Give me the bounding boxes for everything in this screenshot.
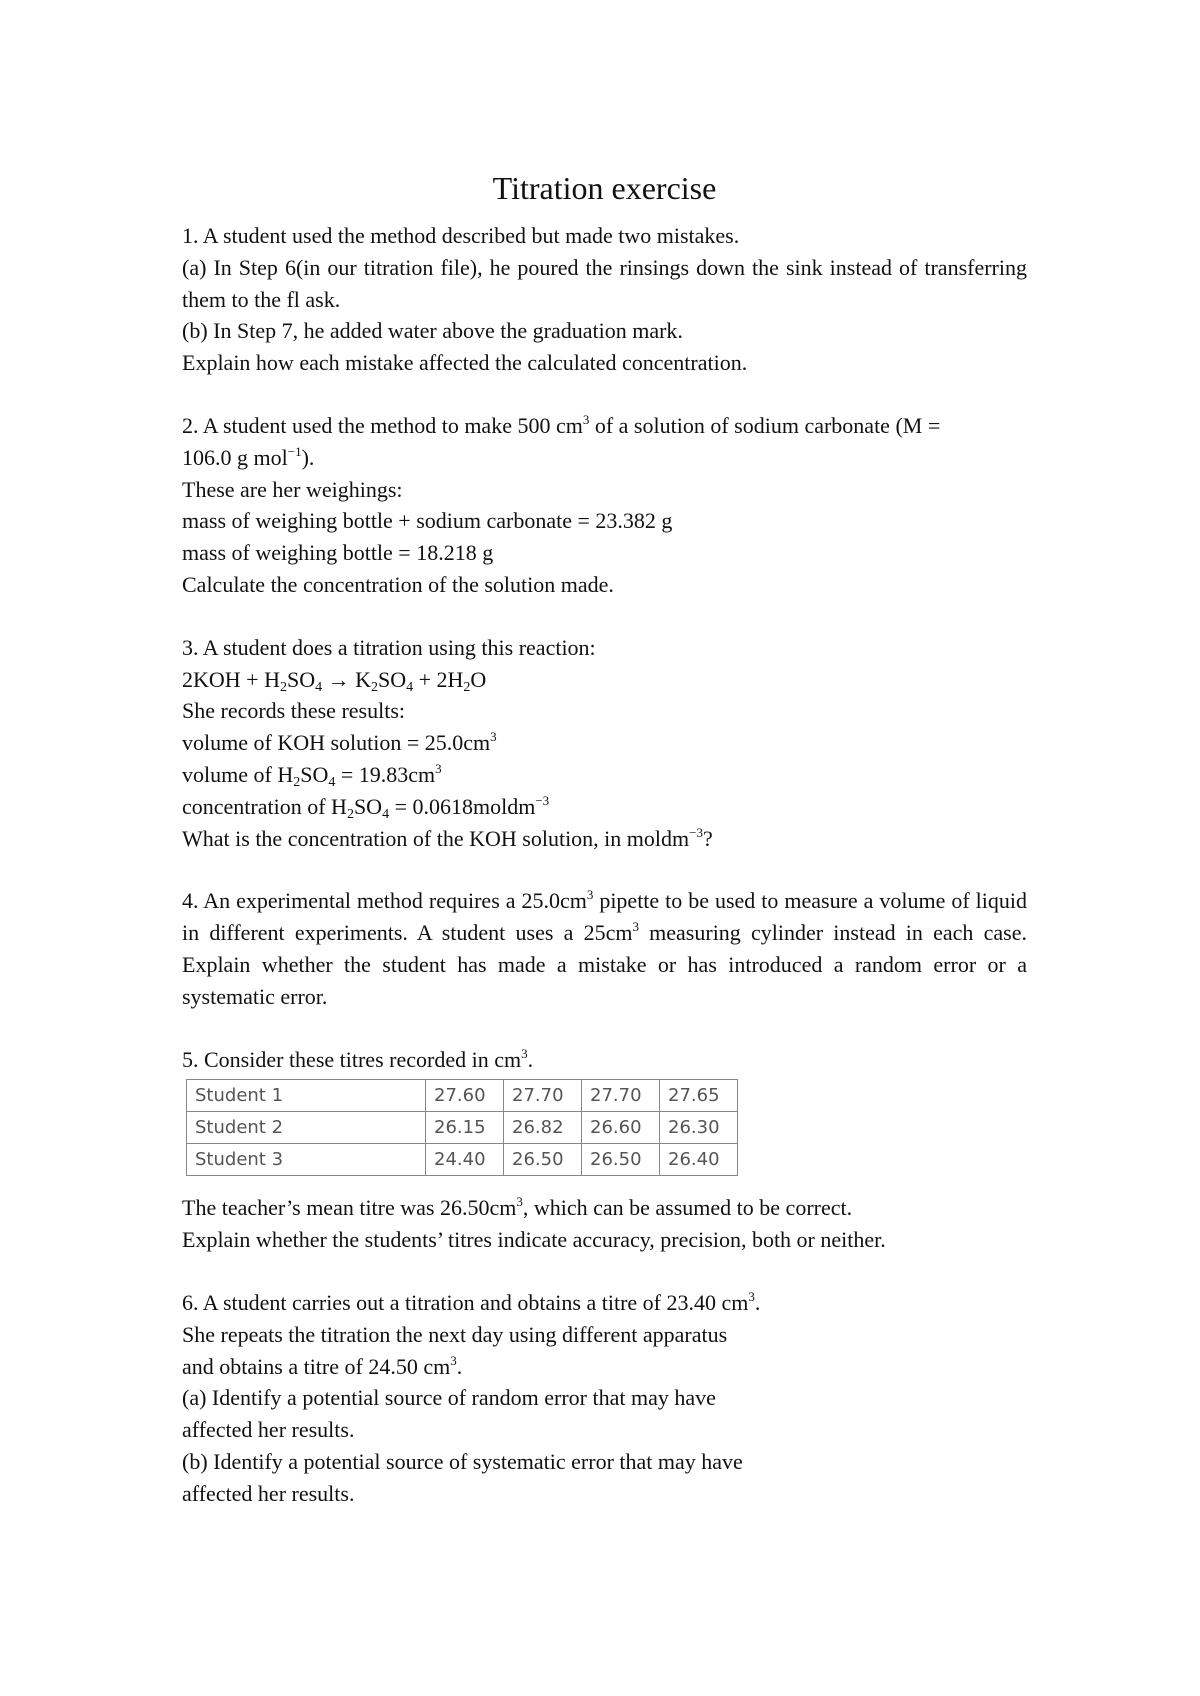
question-2 [182,410,1027,601]
student-name-cell: Student 2 [187,1112,426,1144]
q6-part-b-1: (b) Identify a potential source of systematic error that may have [182,1448,743,1474]
titre-cell: 27.70 [582,1080,660,1112]
q3-h2so4-volume: volume of $H_2SO_4 = 19.83cm^3$ [182,760,442,790]
question-4: 4. An experimental method requires a $25.0cm^3$ pipette to be used to measure a volume of liquid in different experiments. A student uses a $25cm^3$ measuring cylinder instead in each case. Explain whether the student has made a mistake or has introduced a random error or a systematic error. [182,887,1027,1009]
titre-cell: 24.40 [426,1144,504,1176]
q3-equation: $2KOH + H_2SO_4 \to K_2SO_4 + 2H_2O$ [182,666,487,695]
q3-intro: 3. A student does a titration using this reaction: [182,634,596,660]
q1-part-a: (a) In Step 6(in our titration file), he poured the rinsings down the sink instead of transferring them to the fl ask. [182,254,1027,312]
q5-task: Explain whether the students’ titres indicate accuracy, precision, both or neither. [182,1227,886,1253]
q3-task: What is the concentration of the KOH solution, in moldm$^{-3}$? [182,824,713,851]
titre-cell: 27.65 [660,1080,738,1112]
document-content [182,168,1027,1541]
page-title: Titration exercise [492,170,717,206]
titre-cell: 26.30 [660,1112,738,1144]
q2-weighings-label: These are her weighings: [182,476,403,502]
q1-task: Explain how each mistake affected the calculated concentration. [182,350,748,376]
q6-part-b-2: affected her results. [182,1480,355,1506]
q2-task: Calculate the concentration of the solution made. [182,571,614,597]
titre-cell: 27.60 [426,1080,504,1112]
q2-weighing-2: mass of weighing bottle = 18.218 g [182,540,494,566]
table-row [187,1080,738,1112]
titre-cell: 26.82 [504,1112,582,1144]
q1-intro: 1. A student used the method described but made two mistakes. [182,223,740,248]
question-6 [182,1287,1027,1510]
q6-part-a-2: affected her results. [182,1417,355,1443]
titre-cell: 26.50 [504,1144,582,1176]
question-5 [182,1044,1027,1256]
table-row [187,1112,738,1144]
titre-cell: 26.15 [426,1112,504,1144]
titres-table [186,1079,738,1176]
student-name-cell: Student 3 [187,1144,426,1176]
q3-h2so4-concentration: concentration of $H_2SO_4$ = 0.0618moldm$^{-3}$ [182,792,550,822]
q2-molar-mass: 106.0 g mol$^{-1}$). [182,443,315,470]
q6-line-3: and obtains a titre of 24.50 $cm^3$. [182,1352,463,1379]
q5-mean-titre: The teacher’s mean titre was $26.50cm^3$, which can be assumed to be correct. [182,1194,853,1221]
student-name-cell: Student 1 [187,1080,426,1112]
q3-koh-volume: volume of KOH solution = $25.0cm^3$ [182,729,497,756]
question-1 [182,220,1027,379]
q2-weighing-1: mass of weighing bottle + sodium carbonate = 23.382 g [182,508,673,534]
q6-line-1: 6. A student carries out a titration and obtains a titre of 23.40 $cm^3$. [182,1288,761,1315]
titre-cell: 26.50 [582,1144,660,1176]
q6-part-a-1: (a) Identify a potential source of random error that may have [182,1385,716,1411]
q1-part-b: (b) In Step 7, he added water above the graduation mark. [182,318,683,344]
q5-intro: 5. Consider these titres recorded in $cm^3$. [182,1045,534,1072]
titre-cell: 27.70 [504,1080,582,1112]
q6-line-2: She repeats the titration the next day using different apparatus [182,1321,728,1347]
q2-intro: 2. A student used the method to make 500 $cm^3$ of a solution of sodium carbonate (M = [182,411,941,438]
titre-cell: 26.40 [660,1144,738,1176]
q3-results-label: She records these results: [182,698,405,724]
titre-cell: 26.60 [582,1112,660,1144]
question-3 [182,632,1027,855]
table-row [187,1144,738,1176]
